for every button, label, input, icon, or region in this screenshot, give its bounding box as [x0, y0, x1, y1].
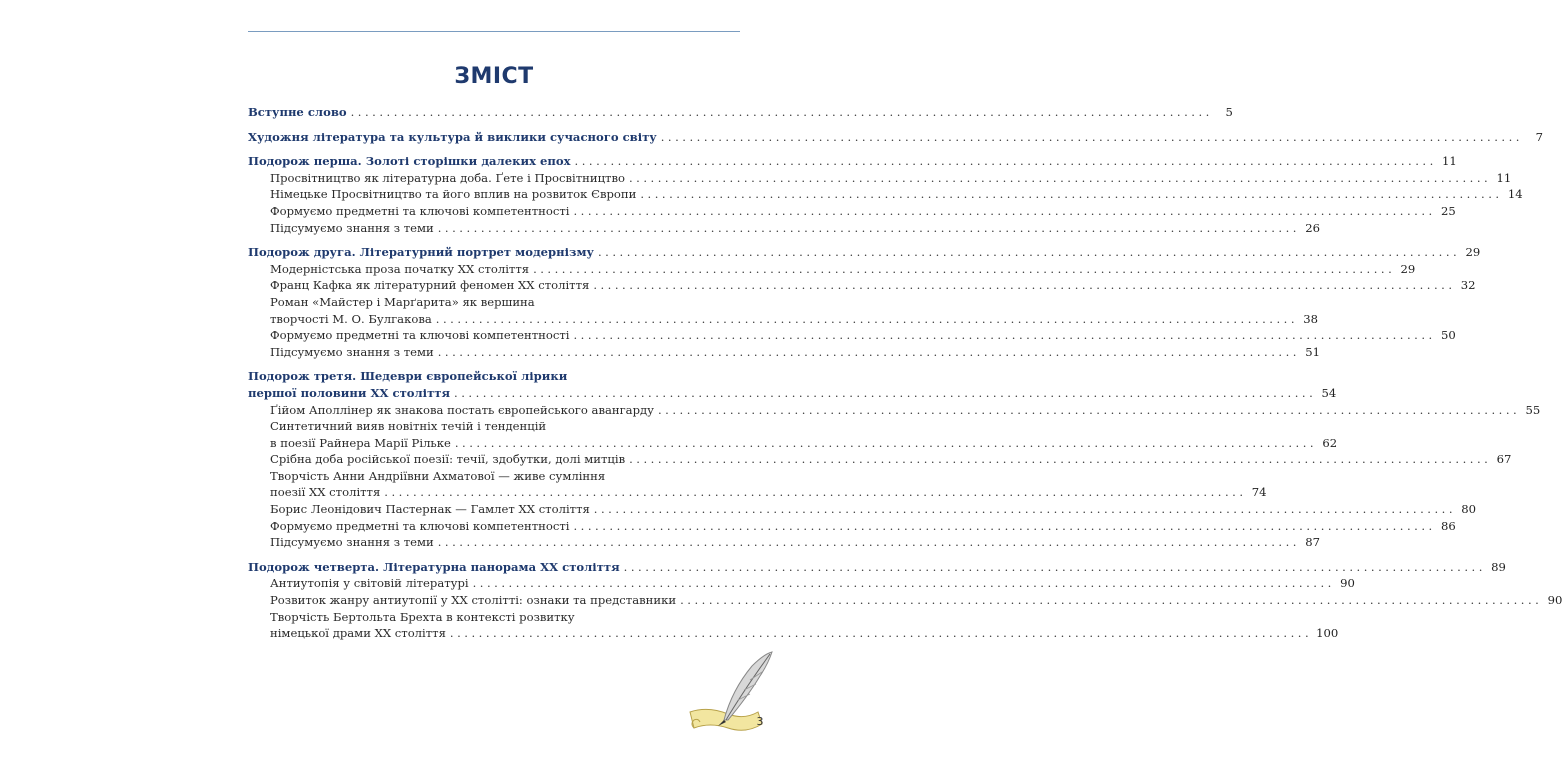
- toc-subentry[interactable]: [270, 402, 1541, 419]
- toc-page-number: 25: [1440, 203, 1456, 218]
- toc-entry-title: Формуємо предметні та ключові компетентності: [270, 518, 570, 533]
- toc-section-entry[interactable]: [248, 244, 1481, 261]
- table-of-contents: [248, 104, 1562, 642]
- toc-page-number: 26: [1305, 220, 1320, 235]
- toc-page-number: 51: [1305, 344, 1320, 359]
- toc-section-entry[interactable]: [248, 129, 1543, 146]
- dot-leader: ........................................................................................................................: [437, 535, 1300, 550]
- toc-entry-title-line: Роман «Майстер і Марґарита» як вершина: [270, 294, 535, 309]
- dot-leader: ........................................................................................................................: [593, 502, 1457, 517]
- toc-page-number: 80: [1461, 502, 1477, 517]
- toc-entry-title: Просвітництво як літературна доба. Ґете і Просвітництво: [270, 170, 625, 185]
- toc-entry-title: Подорож перша. Золоті сторішки далеких епох: [248, 154, 571, 169]
- toc-page-number: 32: [1460, 278, 1476, 293]
- toc-entry-title: Підсумуємо знання з теми: [270, 535, 434, 550]
- toc-section-entry[interactable]: [248, 559, 1506, 576]
- dot-leader: ........................................................................................................................: [449, 626, 1313, 641]
- dot-leader: ........................................................................................................................: [454, 385, 1317, 400]
- toc-subentry[interactable]: [270, 170, 1512, 187]
- dot-leader: ........................................................................................................................: [454, 435, 1318, 450]
- toc-page-number: 29: [1400, 261, 1416, 276]
- toc-page-number: 29: [1465, 245, 1481, 260]
- dot-leader: ........................................................................................................................: [660, 129, 1523, 144]
- toc-entry-title: творчості М. О. Булгакова: [270, 311, 432, 326]
- toc-entry-title: Ґійом Аполлінер як знакова постать європейського авангарду: [270, 402, 654, 417]
- toc-entry-title: в поезії Райнера Марії Рільке: [270, 435, 451, 450]
- toc-subentry[interactable]: [270, 468, 1267, 501]
- dot-leader: ........................................................................................................................: [435, 311, 1299, 326]
- dot-leader: ........................................................................................................................: [593, 278, 1456, 293]
- dot-leader: ........................................................................................................................: [472, 576, 1335, 591]
- dot-leader: ........................................................................................................................: [384, 485, 1247, 500]
- dot-leader: ........................................................................................................................: [640, 187, 1503, 202]
- toc-entry-title: Модерністська проза початку XX століття: [270, 261, 530, 276]
- toc-page-number: 50: [1440, 328, 1456, 343]
- toc-page-number: 67: [1496, 452, 1512, 467]
- toc-entry-title: Вступне слово: [248, 105, 347, 119]
- dot-leader: ........................................................................................................................: [623, 559, 1486, 574]
- page-number: 3: [756, 715, 764, 728]
- dot-leader: ........................................................................................................................: [574, 154, 1437, 169]
- toc-page-number: 86: [1440, 518, 1456, 533]
- toc-entry-title: Підсумуємо знання з теми: [270, 220, 434, 235]
- toc-subentry[interactable]: [270, 451, 1512, 468]
- dot-leader: ........................................................................................................................: [350, 105, 1213, 119]
- toc-entry-title-line: Подорож третя. Шедеври європейської лірики: [248, 369, 568, 384]
- toc-subentry[interactable]: [270, 534, 1320, 551]
- top-divider: [248, 31, 740, 32]
- dot-leader: ........................................................................................................................: [437, 220, 1300, 235]
- dot-leader: ........................................................................................................................: [573, 518, 1436, 533]
- toc-page-number: 87: [1305, 535, 1320, 550]
- toc-subentry[interactable]: [270, 418, 1338, 451]
- toc-entry-title: німецької драми XX століття: [270, 626, 446, 641]
- toc-entry-title: Німецьке Просвітництво та його вплив на розвиток Європи: [270, 187, 637, 202]
- dot-leader: ........................................................................................................................: [437, 344, 1300, 359]
- toc-subentry[interactable]: [270, 327, 1456, 344]
- toc-entry-title: Художня література та культура й виклики сучасного світу: [248, 129, 657, 144]
- toc-entry-title: Срібна доба російської поезії: течії, здобутки, долі митців: [270, 452, 626, 467]
- toc-entry-title: Антиутопія у світовій літературі: [270, 576, 469, 591]
- toc-subentry[interactable]: [270, 518, 1456, 535]
- toc-page-number: 11: [1496, 170, 1512, 185]
- toc-page-number: 7: [1535, 129, 1543, 144]
- dot-leader: ........................................................................................................................: [628, 170, 1492, 185]
- toc-entry-title: Формуємо предметні та ключові компетентності: [270, 203, 570, 218]
- toc-page-number: 90: [1340, 576, 1355, 591]
- toc-page-number: 54: [1321, 385, 1337, 400]
- toc-section-entry[interactable]: [248, 153, 1457, 170]
- dot-leader: ........................................................................................................................: [629, 452, 1492, 467]
- toc-subentry[interactable]: [270, 575, 1355, 592]
- toc-entry-title: Формуємо предметні та ключові компетентності: [270, 328, 570, 343]
- toc-entry-title-line: Творчість Анни Андріївни Ахматової — живе сумління: [270, 468, 606, 483]
- toc-subentry[interactable]: [270, 592, 1562, 609]
- page-title: ЗМІСТ: [454, 64, 534, 89]
- toc-entry-title: Підсумуємо знання з теми: [270, 344, 434, 359]
- toc-page-number: 74: [1251, 485, 1267, 500]
- toc-subentry[interactable]: [270, 609, 1339, 642]
- toc-entry-title: Франц Кафка як літературний феномен XX століття: [270, 278, 590, 293]
- toc-section-entry[interactable]: [248, 368, 1337, 401]
- toc-subentry[interactable]: [270, 501, 1477, 518]
- toc-subentry[interactable]: [270, 220, 1320, 237]
- toc-page-number: 89: [1491, 559, 1506, 574]
- toc-entry-title: першої половини XX століття: [248, 385, 451, 400]
- toc-entry-title: поезії XX століття: [270, 485, 381, 500]
- toc-page-number: 14: [1507, 187, 1523, 202]
- toc-entry-title-line: Творчість Бертольта Брехта в контексті розвитку: [270, 609, 575, 624]
- toc-entry-title: Подорож четверта. Літературна панорама XX століття: [248, 559, 620, 574]
- toc-subentry[interactable]: [270, 186, 1523, 203]
- toc-entry-title-line: Синтетичний вияв новітніх течій і тенденцій: [270, 419, 547, 434]
- dot-leader: ........................................................................................................................: [573, 328, 1436, 343]
- toc-section-entry[interactable]: [248, 104, 1233, 121]
- toc-subentry[interactable]: [270, 344, 1320, 361]
- toc-entry-title: Борис Леонідович Пастернак — Гамлет XX століття: [270, 502, 590, 517]
- toc-entry-title: Подорож друга. Літературний портрет модернізму: [248, 245, 594, 260]
- toc-subentry[interactable]: [270, 261, 1416, 278]
- toc-subentry[interactable]: [270, 203, 1456, 220]
- toc-entry-title: Розвиток жанру антиутопії у XX столітті: ознаки та представники: [270, 593, 677, 608]
- dot-leader: ........................................................................................................................: [680, 593, 1543, 608]
- toc-page-number: 5: [1225, 105, 1233, 119]
- toc-subentry[interactable]: [270, 277, 1476, 294]
- toc-page-number: 62: [1322, 435, 1338, 450]
- dot-leader: ........................................................................................................................: [533, 261, 1396, 276]
- toc-page-number: 38: [1303, 311, 1319, 326]
- toc-page-number: 11: [1442, 154, 1457, 169]
- dot-leader: ........................................................................................................................: [657, 402, 1521, 417]
- dot-leader: ........................................................................................................................: [597, 245, 1461, 260]
- toc-page-number: 100: [1316, 626, 1339, 641]
- toc-page-number: 55: [1525, 402, 1541, 417]
- toc-page-number: 90: [1547, 593, 1562, 608]
- dot-leader: ........................................................................................................................: [573, 203, 1436, 218]
- toc-subentry[interactable]: [270, 294, 1319, 327]
